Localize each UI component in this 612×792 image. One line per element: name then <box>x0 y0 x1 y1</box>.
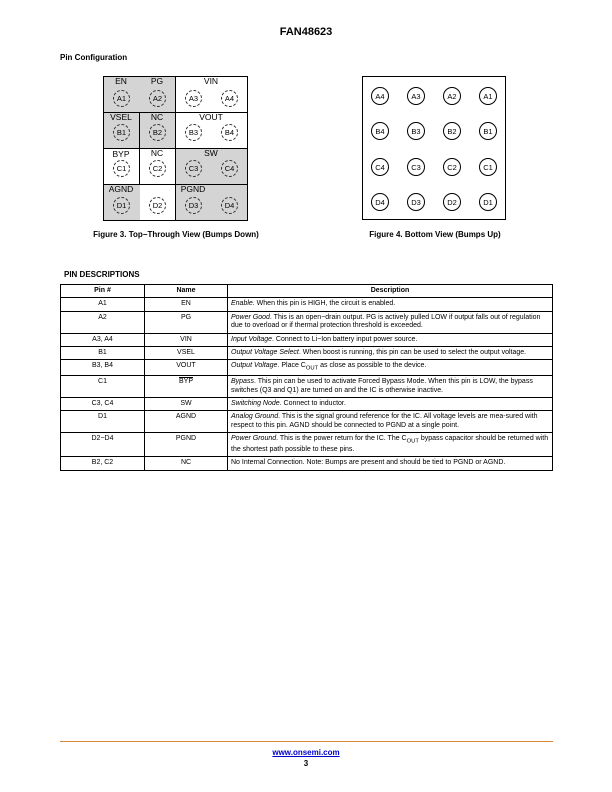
pin-cell: A1 <box>61 298 145 311</box>
bump-d1: D1 <box>113 197 130 214</box>
bump-bottom-a3: A3 <box>407 87 425 105</box>
name-cell: SW <box>145 398 228 411</box>
figure-4-caption: Figure 4. Bottom View (Bumps Up) <box>369 230 501 239</box>
name-cell: VSEL <box>145 347 228 360</box>
label-pgnd: PGND <box>180 184 206 194</box>
description-cell <box>228 360 553 376</box>
description-text: . This is the signal ground reference for the IC. All voltage levels are mea-sured with respect to this pin. AGND should be connected to PGND at a single point. <box>231 413 538 429</box>
bump-bottom-a1: A1 <box>479 87 497 105</box>
label-nc-b: NC <box>150 112 164 122</box>
column-header-pin: Pin # <box>61 285 145 298</box>
label-vsel: VSEL <box>110 112 132 122</box>
label-vout: VOUT <box>199 112 223 122</box>
description-text-continued: as close as possible to the device. <box>318 362 427 370</box>
description-term: Enable <box>231 300 253 308</box>
pin-descriptions-heading: PIN DESCRIPTIONS <box>64 270 140 279</box>
page-number: 3 <box>303 759 309 768</box>
description-text: . This is the power return for the IC. The C <box>276 435 407 443</box>
label-byp: $\overline{BYP}$ <box>112 149 130 159</box>
name-cell: AGND <box>145 411 228 433</box>
table-row <box>61 433 553 457</box>
bump-b3: B3 <box>185 124 202 141</box>
description-term: Output Voltage Select <box>231 349 299 357</box>
description-cell <box>228 398 553 411</box>
name-cell: VIN <box>145 333 228 346</box>
footer-website-link[interactable]: www.onsemi.com <box>272 748 340 757</box>
bump-b1: B1 <box>113 124 130 141</box>
bump-bottom-d4: D4 <box>371 193 389 211</box>
name-cell: EN <box>145 298 228 311</box>
bump-d4: D4 <box>221 197 238 214</box>
description-term: Power Good <box>231 313 270 321</box>
label-sw: SW <box>204 148 218 158</box>
bump-a3: A3 <box>185 90 202 107</box>
bump-bottom-b4: B4 <box>371 122 389 140</box>
label-vin: VIN <box>203 76 219 86</box>
pin-cell: C3, C4 <box>61 398 145 411</box>
description-term: Output Voltage <box>231 362 278 370</box>
bump-a2: A2 <box>149 90 166 107</box>
bump-a1: A1 <box>113 90 130 107</box>
column-header-description: Description <box>228 285 553 298</box>
description-term: Power Ground <box>231 435 277 443</box>
bump-bottom-b1: B1 <box>479 122 497 140</box>
figure-3-caption: Figure 3. Top−Through View (Bumps Down) <box>93 230 259 239</box>
description-cell <box>228 333 553 346</box>
name-cell: PG <box>145 311 228 333</box>
description-cell <box>228 376 553 398</box>
table-row <box>61 347 553 360</box>
label-pg: PG <box>150 76 164 86</box>
pin-cell: D1 <box>61 411 145 433</box>
pin-cell: B1 <box>61 347 145 360</box>
document-title: FAN48623 <box>279 26 333 38</box>
bump-bottom-c1: C1 <box>479 158 497 176</box>
subscript-out: OUT <box>406 438 419 445</box>
pin-cell: A3, A4 <box>61 333 145 346</box>
description-text: . This is an open−drain output. PG is actively pulled LOW if output falls out of regulation due to overload or if thermal protection threshold is exceeded. <box>231 313 541 330</box>
label-agnd: AGND <box>108 184 134 194</box>
bump-bottom-a2: A2 <box>443 87 461 105</box>
table-row <box>61 376 553 398</box>
footer-divider <box>60 741 553 742</box>
description-text: . When boost is running, this pin can be used to select the output voltage. <box>298 349 527 357</box>
bump-d2: D2 <box>149 197 166 214</box>
bump-bottom-c3: C3 <box>407 158 425 176</box>
bump-bottom-c2: C2 <box>443 158 461 176</box>
name-cell: PGND <box>145 433 228 457</box>
bump-c1: C1 <box>113 160 130 177</box>
pin-cell: D2−D4 <box>61 433 145 457</box>
table-row <box>61 298 553 311</box>
column-header-name: Name <box>145 285 228 298</box>
description-text: . Connect to inductor. <box>279 400 346 408</box>
bump-bottom-a4: A4 <box>371 87 389 105</box>
pin-configuration-heading: Pin Configuration <box>60 53 128 62</box>
bump-c3: C3 <box>185 160 202 177</box>
description-term: Switching Node <box>231 400 280 408</box>
bump-c4: C4 <box>221 160 238 177</box>
pin-cell: B2, C2 <box>61 457 145 470</box>
bump-bottom-d1: D1 <box>479 193 497 211</box>
description-cell <box>228 457 553 470</box>
description-term: Analog Ground <box>231 413 279 421</box>
pin-descriptions-table <box>60 284 553 471</box>
table-header-row <box>61 285 553 298</box>
description-text: . This pin can be used to activate Forced Bypass Mode. When this pin is LOW, the bypass switches (Q3 and Q1) are turned on and the IC is otherwise inactive. <box>231 378 533 394</box>
description-cell <box>228 311 553 333</box>
table-row <box>61 457 553 470</box>
bump-c2: C2 <box>149 160 166 177</box>
description-text: . When this pin is HIGH, the circuit is enabled. <box>252 300 396 308</box>
bump-a4: A4 <box>221 90 238 107</box>
top-through-view-diagram <box>103 76 248 221</box>
table-row <box>61 398 553 411</box>
bump-d3: D3 <box>185 197 202 214</box>
pin-cell: C1 <box>61 376 145 398</box>
name-cell: NC <box>145 457 228 470</box>
bottom-view-diagram <box>362 76 506 220</box>
description-cell <box>228 347 553 360</box>
bump-bottom-d2: D2 <box>443 193 461 211</box>
description-term: Input Voltage <box>231 335 272 343</box>
bump-b2: B2 <box>149 124 166 141</box>
bump-bottom-b3: B3 <box>407 122 425 140</box>
description-text: . Place C <box>277 362 306 370</box>
bump-bottom-d3: D3 <box>407 193 425 211</box>
description-cell <box>228 411 553 433</box>
description-term: Bypass <box>231 378 254 386</box>
table-row <box>61 311 553 333</box>
name-byp-overline: $\overline{BYP}$ <box>178 378 193 386</box>
table-row <box>61 360 553 376</box>
name-cell: VOUT <box>145 360 228 376</box>
label-nc-c: NC <box>150 148 164 158</box>
subscript-out: OUT <box>305 365 319 372</box>
pin-cell: B3, B4 <box>61 360 145 376</box>
pin-cell: A2 <box>61 311 145 333</box>
description-cell <box>228 298 553 311</box>
description-text: . Connect to Li−Ion battery input power source. <box>272 335 418 343</box>
name-cell <box>145 376 228 398</box>
bump-bottom-c4: C4 <box>371 158 389 176</box>
table-row <box>61 411 553 433</box>
description-cell <box>228 433 553 457</box>
table-row <box>61 333 553 346</box>
description-text: No Internal Connection. Note: Bumps are present and should be tied to PGND or AGND. <box>231 459 506 467</box>
label-en: EN <box>115 76 127 86</box>
bump-bottom-b2: B2 <box>443 122 461 140</box>
bump-b4: B4 <box>221 124 238 141</box>
description-text-continued: bypass capacitor should be returned with the shortest path possible to these pins. <box>231 435 549 454</box>
